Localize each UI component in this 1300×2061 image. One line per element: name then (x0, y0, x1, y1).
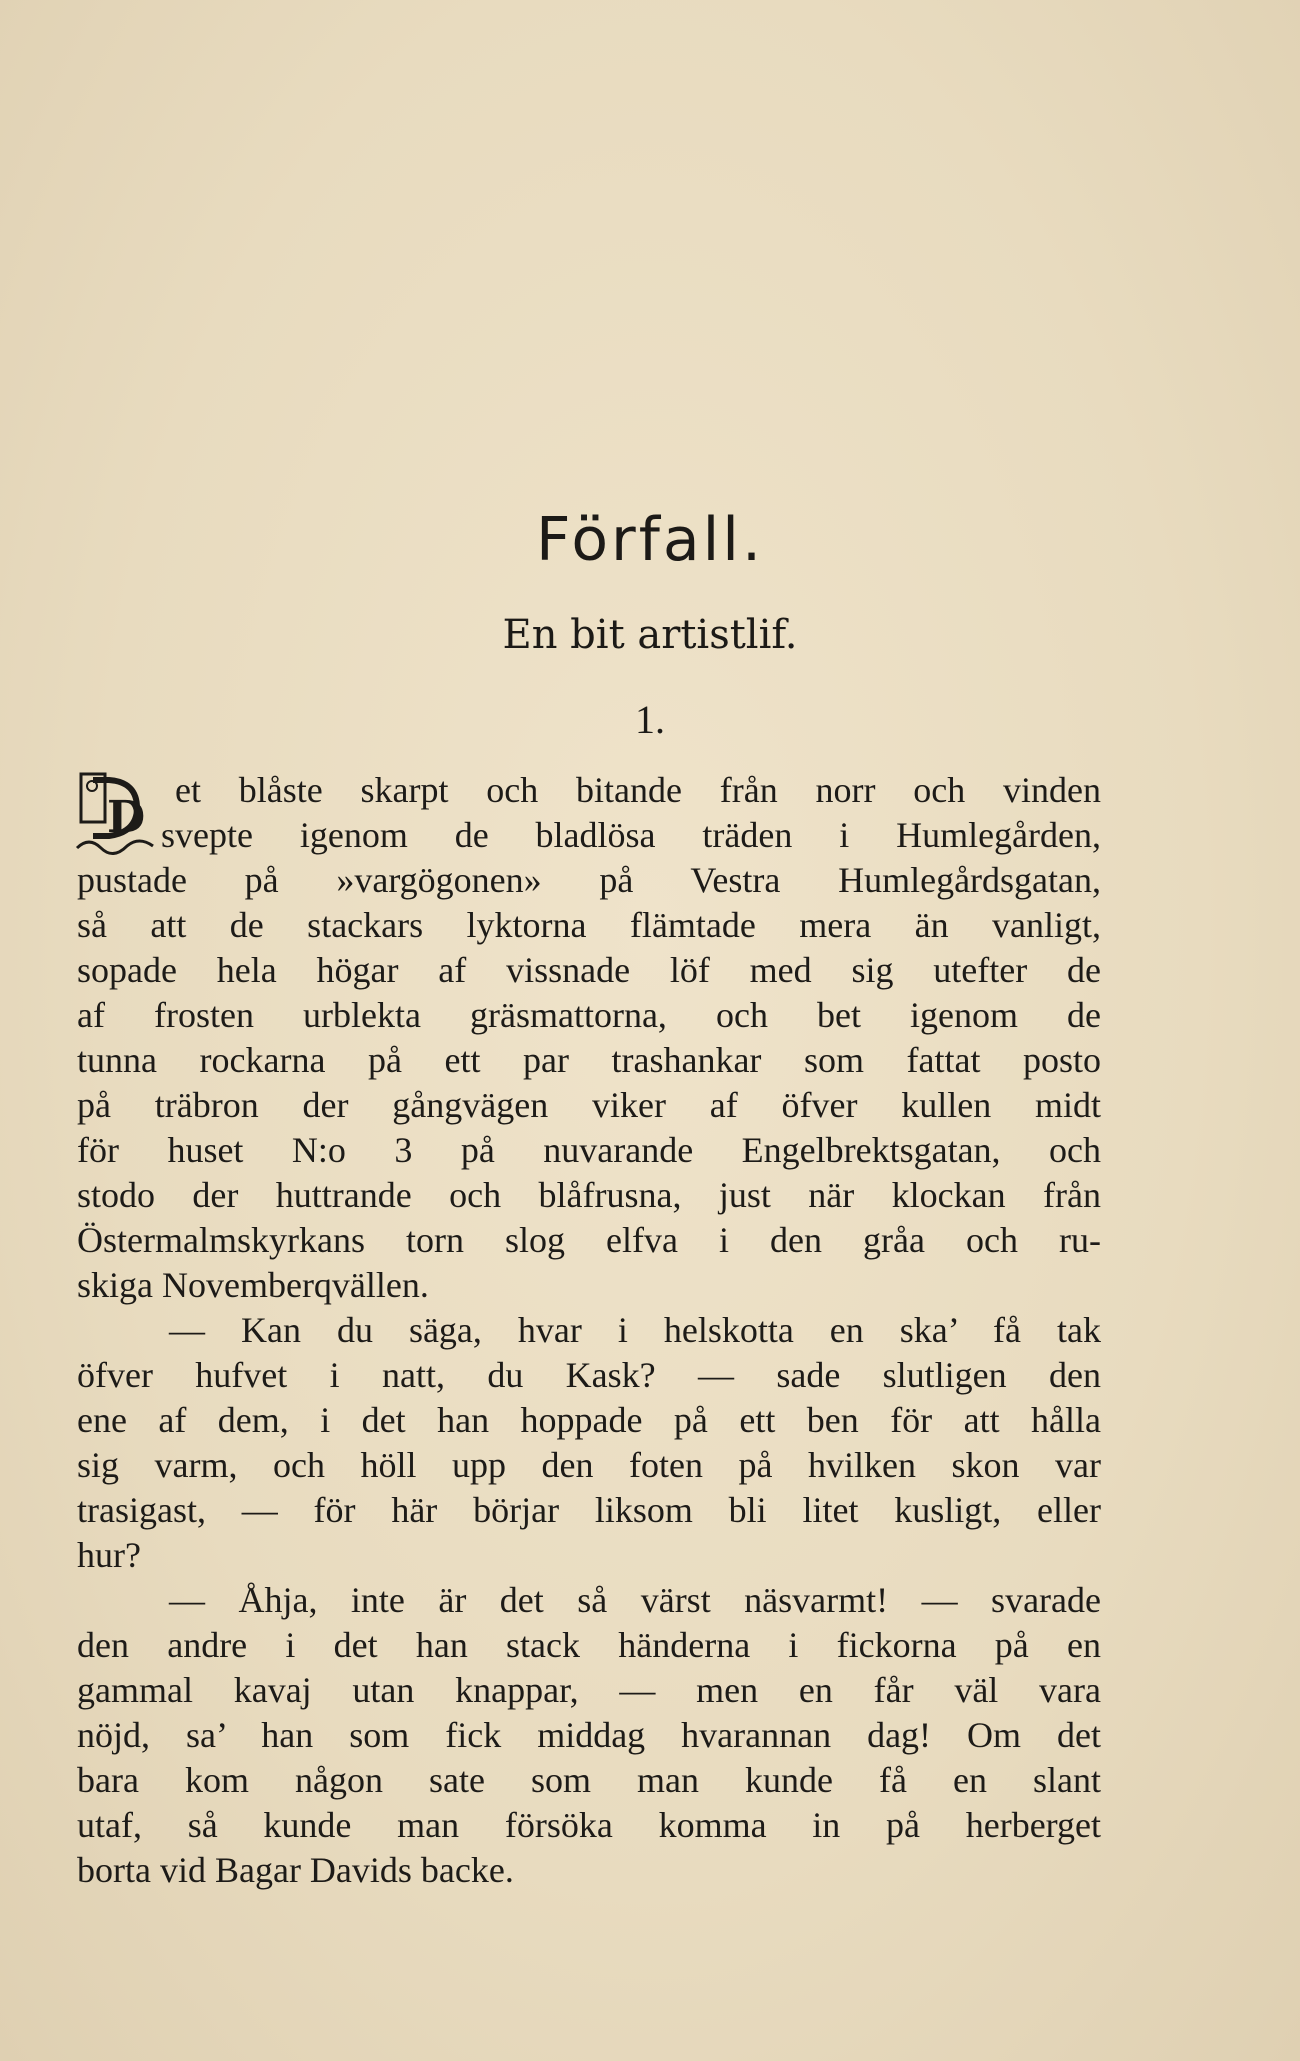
text-line: et blåste skarpt och bitande från norr och vinden (175, 770, 1101, 810)
text-line: bara kom någon sate som man kunde få en slant (77, 1760, 1101, 1800)
text-line: stodo der huttrande och blåfrusna, just när klockan från (77, 1175, 1101, 1215)
text-line: tunna rockarna på ett par trashankar som fattat posto (77, 1040, 1101, 1080)
text-line: af frosten urblekta gräsmattorna, och bet igenom de (77, 995, 1101, 1035)
text-line: sig varm, och höll upp den foten på hvilken skon var (77, 1445, 1101, 1485)
text-line: gammal kavaj utan knappar, — men en får väl vara (77, 1670, 1101, 1710)
text-line: hur? (77, 1535, 141, 1575)
text-line: pustade på »vargögonen» på Vestra Humlegårdsgatan, (77, 860, 1101, 900)
text-line: Östermalmskyrkans torn slog elfva i den gråa och ru- (77, 1220, 1101, 1260)
chapter-title: Förfall. (535, 505, 765, 575)
section-number: 1. (635, 697, 665, 742)
body-text (77, 768, 1101, 1893)
text-line: svepte igenom de bladlösa träden i Humlegården, (161, 815, 1101, 855)
text-line: ene af dem, i det han hoppade på ett ben för att hålla (77, 1400, 1101, 1440)
chapter-subtitle: En bit artistlif. (502, 612, 798, 658)
text-line: borta vid Bagar Davids backe. (77, 1850, 514, 1890)
text-line: sopade hela högar af vissnade löf med sig utefter de (77, 950, 1101, 990)
svg-text:D: D (107, 792, 146, 843)
text-line: utaf, så kunde man försöka komma in på herberget (77, 1805, 1101, 1845)
text-line: för huset N:o 3 på nuvarande Engelbrektsgatan, och (77, 1130, 1101, 1170)
text-line: så att de stackars lyktorna flämtade mera än vanligt, (77, 905, 1101, 945)
text-line: — Kan du säga, hvar i helskotta en ska’ få tak (169, 1310, 1101, 1350)
text-line: trasigast, — för här börjar liksom bli litet kusligt, eller (77, 1490, 1101, 1530)
text-line: på träbron der gångvägen viker af öfver kullen midt (77, 1085, 1101, 1125)
text-line: den andre i det han stack händerna i fickorna på en (77, 1625, 1101, 1665)
text-line: — Åhja, inte är det så värst näsvarmt! — svarade (169, 1580, 1101, 1620)
text-line: nöjd, sa’ han som fick middag hvarannan dag! Om det (77, 1715, 1101, 1755)
text-line: skiga Novemberqvällen. (77, 1265, 429, 1305)
text-line: öfver hufvet i natt, du Kask? — sade slutligen den (77, 1355, 1101, 1395)
